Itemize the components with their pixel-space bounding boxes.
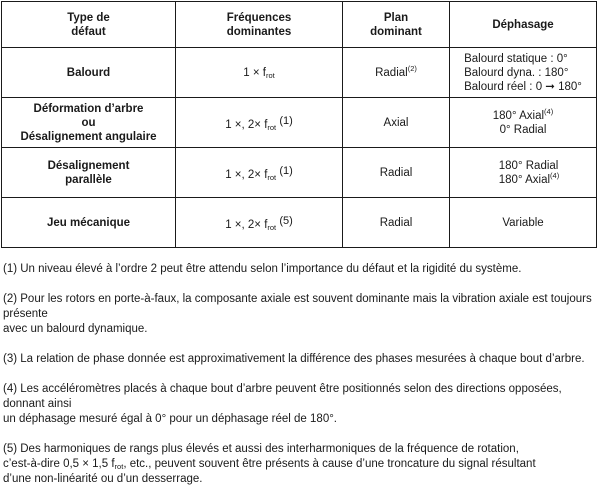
phase-text: Variable: [502, 216, 544, 229]
phase-cell: [450, 98, 597, 148]
footnote-text: d’une non-linéarité ou d’un desserrage.: [3, 473, 203, 485]
footnote-text: un déphasage mesuré égal à 0° pour un déphasage réel de 180°.: [3, 413, 338, 425]
header-text: Plan: [383, 11, 409, 24]
footnote-text: avec un balourd dynamique.: [3, 323, 148, 335]
plane-value: Axial: [383, 116, 409, 129]
fault-label: ou: [81, 116, 96, 129]
header-fault-type: [2, 2, 176, 48]
plane-cell: [343, 198, 450, 248]
phase-line: Balourd dyna. : 180°: [464, 66, 569, 79]
fault-cell: [2, 98, 176, 148]
fault-label: parallèle: [65, 173, 112, 186]
table-row: [2, 98, 597, 148]
footnote-ref: (5): [279, 214, 293, 227]
frequency-cell: [176, 198, 343, 248]
table-row: [2, 148, 597, 198]
phase-text: 180° Axial: [492, 109, 545, 122]
phase-cell: [450, 148, 597, 198]
header-text: Fréquences: [226, 11, 292, 24]
footnote-1: [3, 262, 597, 277]
footnote-ref: (2): [407, 63, 417, 73]
header-text: dominantes: [226, 25, 292, 38]
frequency-cell: [176, 148, 343, 198]
footnote-text: , etc., peuvent souvent être présents à cause d’une troncature du signal résultant: [123, 458, 536, 470]
fault-label: Balourd: [66, 66, 111, 79]
plane-value: Radial: [379, 166, 413, 179]
header-text: défaut: [71, 25, 106, 38]
footnote-4: [3, 382, 597, 427]
phase-cell: [450, 198, 597, 248]
phase-lines: [499, 159, 559, 187]
fault-label: Désalignement angulaire: [20, 130, 157, 143]
plane-value: Radial: [379, 216, 413, 229]
header-dominant-plane: [343, 2, 450, 48]
phase-cell: [450, 48, 597, 98]
phase-lines: [464, 52, 582, 94]
table-row: [2, 198, 597, 248]
phase-line: Balourd réel : 0 ➞ 180°: [464, 80, 582, 93]
table-row: [2, 48, 597, 98]
footnotes: [3, 262, 597, 487]
fault-table: [1, 1, 597, 248]
footnote-text: (3) La relation de phase donnée est approximativement la différence des phases mesurées à chaque bout d’arbre.: [3, 353, 585, 365]
footnote-ref: (4): [550, 170, 560, 180]
plane-cell: [343, 98, 450, 148]
frequency-subscript: rot: [267, 122, 277, 132]
fault-label: Désalignement: [47, 159, 130, 172]
phase-line: [492, 106, 554, 123]
frequency-value: 1 ×, 2× f: [225, 168, 268, 181]
frequency-cell: [176, 98, 343, 148]
frequency-cell: [176, 48, 343, 98]
footnote-3: [3, 352, 597, 367]
frequency-subscript: rot: [267, 222, 277, 232]
footnote-ref: (1): [279, 114, 293, 127]
fault-label: Déformation d’arbre: [33, 102, 144, 115]
footnote-2: [3, 292, 597, 337]
phase-line: 0° Radial: [499, 123, 547, 136]
header-text: Déphasage: [492, 18, 554, 31]
footnote-text: (2) Pour les rotors en porte-à-faux, la composante axiale est souvent dominante mais la vibration axiale est toujours présente: [3, 293, 592, 320]
footnote-text: c’est-à-dire 0,5 × 1,5 f: [3, 458, 115, 470]
frequency-subscript: rot: [114, 462, 124, 471]
header-phase-shift: [450, 2, 597, 48]
frequency-value: 1 ×, 2× f: [225, 218, 268, 231]
plane-value: Radial: [375, 66, 408, 79]
fault-cell: [2, 148, 176, 198]
fault-cell: [2, 198, 176, 248]
header-dominant-frequencies: [176, 2, 343, 48]
footnote-text: (5) Des harmoniques de rangs plus élevés et aussi des interharmoniques de la fréquence de rotation,: [3, 443, 519, 455]
phase-text: 180° Axial: [498, 173, 551, 186]
header-text: Type de: [67, 11, 110, 24]
frequency-subscript: rot: [267, 172, 277, 182]
frequency-value: 1 ×, 2× f: [225, 118, 268, 131]
frequency-subscript: rot: [265, 70, 275, 80]
fault-cell: [2, 48, 176, 98]
fault-label: Jeu mécanique: [46, 216, 131, 229]
header-text: dominant: [370, 25, 422, 38]
phase-line: [498, 170, 560, 187]
phase-lines: [492, 106, 554, 137]
header-row: [2, 2, 597, 48]
frequency-value: 1 × f: [243, 66, 266, 79]
footnote-ref: (4): [544, 106, 554, 116]
footnote-ref: (1): [279, 164, 293, 177]
footnote-line: [3, 457, 597, 472]
footnote-text: (4) Les accéléromètres placés à chaque bout d’arbre peuvent être positionnés selon des directions opposées, donnant ainsi: [3, 383, 562, 410]
plane-cell: [343, 148, 450, 198]
phase-line: Balourd statique : 0°: [464, 52, 568, 65]
plane-cell: [343, 48, 450, 98]
phase-line: 180° Radial: [498, 159, 559, 172]
footnote-5: [3, 442, 597, 487]
footnote-text: (1) Un niveau élevé à l’ordre 2 peut être attendu selon l’importance du défaut et la rigidité du système.: [3, 263, 522, 275]
